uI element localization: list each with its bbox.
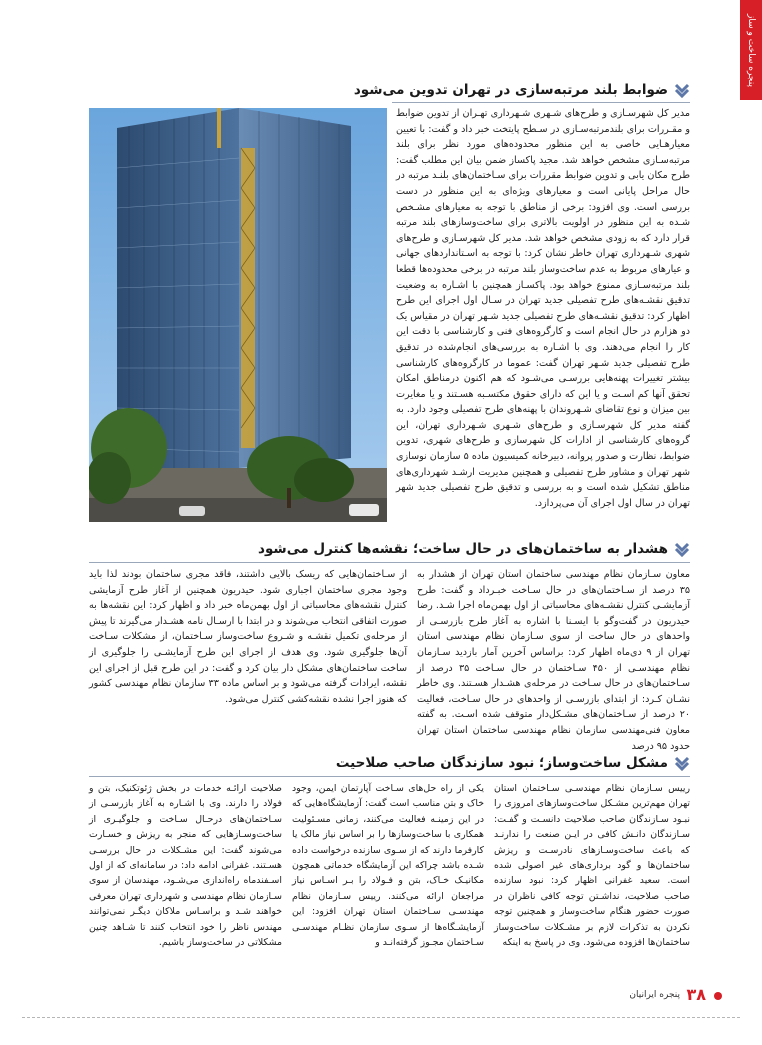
section2-col-left: از سـاختمان‌هایی که ریسک بالایی داشتند، فاقد مجری ساختمان بودند لذا باید وجود مجری ساختمان اجباری شود. حیدریون همچنین از آغاز طرح آزمایشی کنترل نقشه‌های محاسباتی از اول بهمن‌ماه خبر داد و اظهار کرد: این نقشه‌ها به صورت اتفاقی انتخاب می‌شوند و در ابتدا با ارسـال نامه هشـدار می‌گیرند تا پیش از مرحله‌ی تکمیل نقشـه و شـروع ساخت‌وساز سـاختمان، از مشکلات سـاخت آن‌ها جلوگیری شود. وی هدف از اجرای این طرح آزمایشـی را جلوگیری از ساخت ساختمان‌های مشکل دار بیان کرد و گفت: در این طرح قبل از اجرای این نقشه، ایرادات گرفته می‌شود و بر اساس ماده ۳۳ سازمان نظام مهندسی کشور که هنوز اجرا نشده نقشه‌کشی کنترل می‌شود. — [89, 569, 408, 705]
section-tab — [740, 0, 762, 100]
footer-divider — [22, 1017, 740, 1018]
magazine-name: پنجره ایرانیان — [629, 990, 680, 1000]
section3-heading — [336, 755, 690, 771]
footer-bullet — [714, 992, 722, 1000]
section3-divider — [89, 776, 690, 777]
section1-divider — [392, 102, 690, 103]
section1-title: ضوابط بلند مرتبه‌سازی در تهران تدوین می‌شود — [353, 82, 668, 98]
section2-heading — [258, 541, 690, 557]
section3-title: مشکل ساخت‌وساز؛ نبود سازندگان صاحب صلاحیت — [335, 755, 668, 771]
chevron-down-icon — [674, 755, 690, 771]
tower-photo — [89, 108, 387, 522]
tower-photo-image — [89, 108, 387, 522]
section1-body: مدیر کل شهرسـازی و طرح‌های شـهری شـهرداری تهـران از تدوین ضوابط و مقـررات برای بلندمرتبه‌سـازی در سـطح پایتخت خبر داد و گفت: با تعیین معیارهـایی خاصی به این منظور محدوده‌های مورد نظر برای بلند مرتبه‌سـازی مشخص خواهد شد. مجید پاکساز ضمن بیان این مطلب گفت: طرح مکان یابی و تدوین ضوابط مقررات برای سـاختمان‌های بلنـد مرتبه در حال مراحل پایانی است و معیارهای ویژه‌ای به این منظور در دست بررسی است. وی افزود: برخی از مناطق با توجه به معیارهای مشـخص شـده به این منظور در اولویت بالاتری برای ساخت‌وسازهای بلند مرتبه قرار دارد که به زودی مشخص خواهد شد. مدیر کل شهرسـازی و طرح‌های شهری شـهرداری تهران خاطر نشان کرد: با توجه به اسـتانداردهای جهانی و عیارهای مربوط به عدم ساخت‌وساز بلند مرتبه در برخی محدوده‌ها قطعا بلند مرتبه‌سـازی ممنوع خواهد بود. پاکسـاز همچنین با اشـاره به وضعیت تدقیق نقشـه‌های طرح تفصیلی جدید تهران در سـال اول اجرای این طرح اظهار کرد: تدقیق نقشـه‌های طرح تفصیلی جدید شـهر تهران در مقیاس یک دو هزارم در حال انجام است و کارگروه‌های فنی و کارشناسی با دقت این کار را انجام می‌دهند. وی با اشـاره به بررسی‌های انجام‌شده در تدقیق طرح تفصیلی جدید شـهر تهران گفت: عموما در کارگروه‌های کارشناسی بیشتر تغییرات پهنه‌هایی بررسـی می‌شـود که هم اکنون درمناطق امکان تحقق آنها کم اسـت و یا این که دارای حقوق مکتسـبه هسـتند و یا مغایرت بین میزان و نوع تقاضای شـهروندان با پهنه‌های طرح تفصیلی وجود دارد. به گفته مدیر کل شهرسـازی و طرح‌های شـهری شـهرداری تهران، این گروه‌های کارشناسی از ادارات کل شهرسازی و طرح‌های شهری، تدوین ضوابط، نظارت و صدور پروانه، دبیرخانه کمیسیون ماده ۵ سازمان نوسازی شهر تهران و مشاور طرح تفصیلی و همچنین مدیریت ارشـد شهرداری‌های مناطق تشکیل شده است و به بررسی و تدقیق طرح تفصیلی جدید شهر تهران در سال اول اجرای آن می‌پردازد. — [396, 108, 691, 509]
section2-col-right: معاون سـازمان نظام مهندسی ساختمان استان تهران از هشدار به ۳۵ درصد از سـاختمان‌های در حال سـاخت خبـرداد و گفت: طرح آزمایشـی کنترل نقشـه‌های محاسباتی از اول بهمن‌ماه اجرا شـد. رضا حیدریون در گفت‌وگو با ایسـنا با اشاره به آغاز طرح بازرسـی از واحدهای در حال ساخت از سوی سـازمان نظام مهندسی استان تهران از ۹ دی‌ماه اظهار کرد: براساس آخرین آمار بازدید سـازمان نظام مهندسـی از ۴۵۰ سـاختمان در حال سـاخت ۳۵ درصد از سـاختمان‌های در حال سـاخت در مرحله‌ی هشـدار هسـتند. وی خاطر نشـان کـرد: از ابتدای بازرسـی از واحدهای در حال سـاخت، فعالیت ۲۰ درصد از سـاختمان‌های مشـکل‌دار متوقف شده اسـت. به گفته معاون فنی‌مهندسی سازمان نظام مهندسی ساختمان استان تهران حدود ۹۵ درصد — [417, 569, 691, 752]
chevron-down-icon — [674, 82, 690, 98]
chevron-down-icon — [674, 541, 690, 557]
page-number: ۳۸ — [686, 985, 706, 1004]
section3-col-middle: یکی از راه حل‌های سـاخت آپارتمان ایمن، وجود خاک و بتن مناسب است گفت: آزمایشگاه‌هایی که در این زمینـه فعالیت می‌کنند، زمانی مسـئولیت همکاری با ساخت‌وسازها را بر اساس نیاز مالک یا کارفرما دارند که از سـوی سازنده درخواست داده شـده باشد چراکه این آزمایشگاه خدماتی همچون مکانیـک خـاک، بتن و فـولاد را بـر اسـاس نیاز مراجعان ارائه می‌کنند. رییس سـازمان نظام مهندسـی سـاختمان استان تهران افزود: این آزمایشـگاه‌ها از سـوی سازمان نظـام مهندسـی سـاختمان مجـوز گرفته‌انـد و — [292, 783, 484, 949]
section3-col-left: صلاحیت ارائـه خدمات در بخش ژئوتکنیک، بتن و فولاد را دارند. وی با اشـاره به آغاز بازرسـی از سـاختمان‌های درحـال سـاخت و جلوگیـری از ساخت‌وسـازهایی که منجر به ریزش و خسـارت می‌شوند گفت: این مشـکلات در حال بررسـی هسـتند. غفرانی ادامه داد: در سامانه‌ای که از اول اسـفندماه راه‌اندازی می‌شـود، مهندسان از سوی سـازمان نظام مهندسی و شهرداری تهران معرفی خواهند شـد و براسـاس ملاکان دیگـر نمی‌توانند مهندس ناظر را خود انتخاب کنند تا شـاهد چنین مشکلاتی در ساخت‌وساز باشیم. — [89, 783, 282, 949]
section3-col-right: رییس سـازمان نظام مهندسـی سـاختمان استان تهران مهم‌ترین مشـکل ساخت‌وسازهای امروزی را نبـود سـازندگان صاحب صلاحیت دانسـت و گفـت: سـازندگان دانـش کافی در ایـن صنعت را ندارنـد که باعث ساخت‌وسـازهای نادرسـت و ریزش ساختمان‌ها و گود برداری‌های غیر اصولی شده است. سعید غفرانی اظهار کرد: نبود سازنده صاحب صلاحیت، نداشـتن توجه کافی ناظران در صورت حضور هنگام ساخت‌وساز و همچنین توجه نکردن به تذکرات لازم بر مشـکلات ساخت‌وساز ساختمان‌ها افزوده می‌شود. وی در پاسخ به اینکه — [494, 783, 690, 949]
section2-title: هشدار به ساختمان‌های در حال ساخت؛ نقشه‌ها کنترل می‌شود — [258, 541, 668, 557]
section2-divider — [89, 562, 690, 563]
section1-heading — [354, 82, 690, 98]
section-tab-label: پنجره ساخت و ساز — [746, 14, 756, 87]
